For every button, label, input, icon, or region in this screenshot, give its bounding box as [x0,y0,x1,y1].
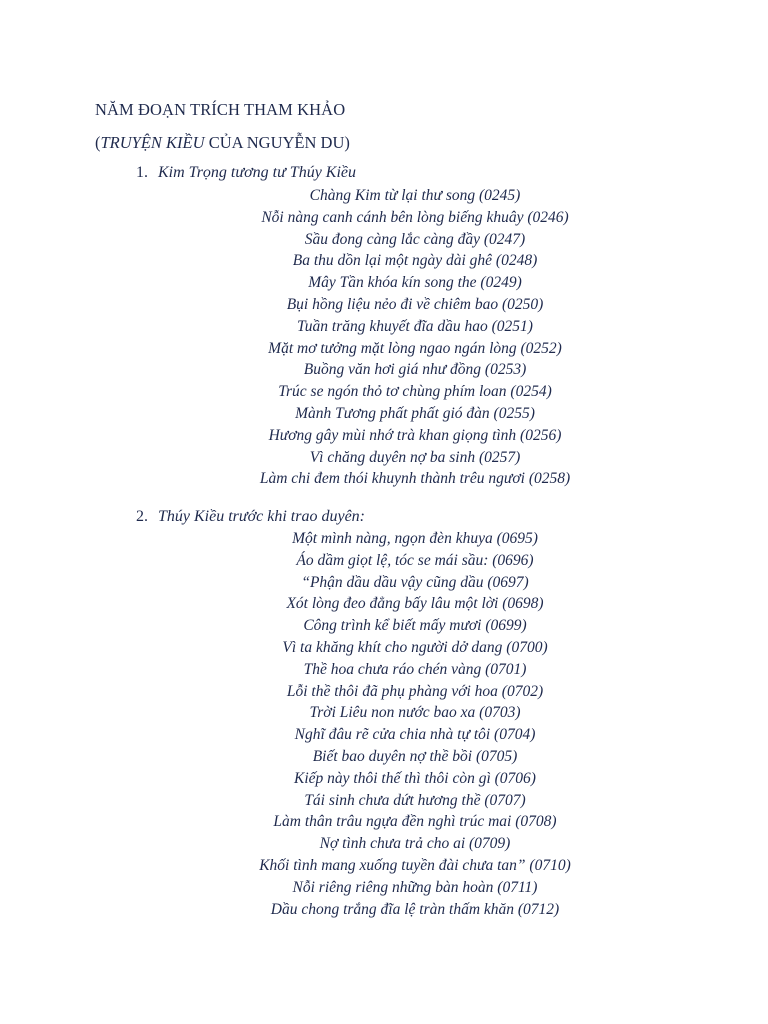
verse-line: Một mình nàng, ngọn đèn khuya (0695) [292,530,538,547]
verse-line: Làm thân trâu ngựa đền nghì trúc mai (0708) [273,813,557,831]
verse-line: Bụi hồng liệu nẻo đi về chiêm bao (0250) [286,295,544,313]
subtitle-author: CỦA NGUYỄN DU) [204,133,350,152]
verse-line: Tuần trăng khuyết đĩa dầu hao (0251) [297,317,533,335]
verse-line: Mây Tần khóa kín song the (0249) [308,274,522,292]
section-title: Kim Trọng tương tư Thúy Kiều [158,164,357,181]
verse-line: “Phận dầu dầu vậy cũng dầu (0697) [301,573,529,591]
verse-list-2 [190,528,640,920]
verse-line: Biết bao duyên nợ thề bồi (0705) [312,747,518,765]
verse-line: Nỗi riêng riêng những bàn hoàn (0711) [292,878,538,896]
verse-line: Ba thu dồn lại một ngày dài ghê (0248) [292,252,538,270]
verse-line: Dầu chong trắng đĩa lệ tràn thấm khăn (0712) [270,900,560,918]
verse-line: Công trình kể biết mấy mươi (0699) [303,617,527,635]
verse-line: Lỗi thề thôi đã phụ phàng với hoa (0702) [286,682,544,700]
section-heading-1 [136,164,356,182]
verse-line: Vì ta khăng khít cho người dở dang (0700) [282,638,548,656]
verse-line: Nghĩ đâu rẽ cửa chia nhà tự tôi (0704) [294,726,536,744]
verse-list-1 [190,185,640,490]
verse-line: Áo dầm giọt lệ, tóc se mái sầu: (0696) [296,551,534,569]
verse-line: Kiếp này thôi thế thì thôi còn gì (0706) [294,769,536,787]
verse-line: Nợ tình chưa trả cho ai (0709) [319,835,511,853]
verse-line: Mặt mơ tưởng mặt lòng ngao ngán lòng (0252) [268,339,562,357]
subtitle-open-paren: ( [95,133,101,152]
section-heading-2 [136,508,365,526]
verse-line: Thề hoa chưa ráo chén vàng (0701) [303,660,527,678]
document-subtitle [95,133,350,153]
verse-line: Nỗi nàng canh cánh bên lòng biếng khuây (0246) [261,208,569,226]
verse-line: Mành Tương phất phất gió đàn (0255) [295,404,535,422]
verse-line: Vì chăng duyên nợ ba sinh (0257) [309,448,521,466]
verse-line: Trời Liêu non nước bao xa (0703) [309,704,521,722]
verse-line: Buồng văn hơi giá như đồng (0253) [303,361,527,379]
section-number: 1. [136,164,148,181]
verse-line: Sầu đong càng lắc càng đầy (0247) [304,230,526,248]
verse-line: Hương gây mùi nhớ trà khan giọng tình (0256) [268,426,562,444]
verse-line: Tái sinh chưa dứt hương thề (0707) [304,791,526,809]
subtitle-work-title: TRUYỆN KIỀU [100,133,205,152]
document-title: NĂM ĐOẠN TRÍCH THAM KHẢO [95,100,346,119]
verse-line: Trúc se ngón thỏ tơ chùng phím loan (0254) [278,383,552,401]
verse-line: Chàng Kim từ lại thư song (0245) [309,187,521,204]
verse-line: Khối tình mang xuống tuyền đài chưa tan” (0710) [259,856,571,874]
verse-line: Xót lòng đeo đẳng bấy lâu một lời (0698) [286,595,544,613]
verse-line: Làm chi đem thói khuynh thành trêu ngươi (0258) [259,470,571,488]
section-number: 2. [136,508,148,525]
section-title: Thúy Kiều trước khi trao duyên: [158,508,366,525]
